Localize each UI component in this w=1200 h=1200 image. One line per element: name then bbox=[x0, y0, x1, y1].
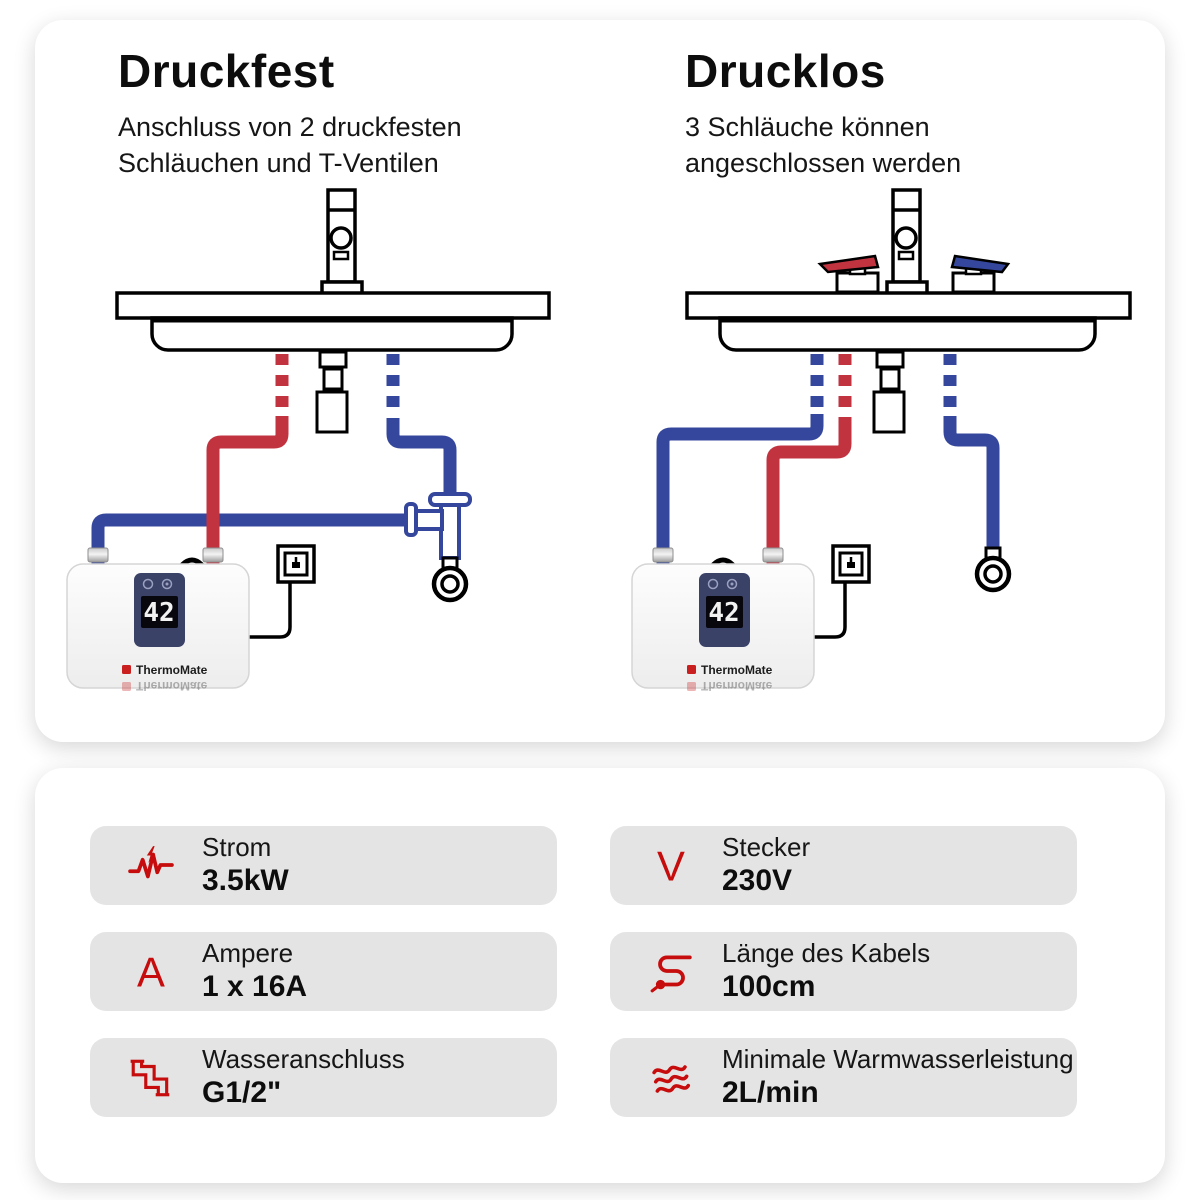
drain-fitting bbox=[320, 352, 346, 367]
temperature-display: 42 bbox=[143, 598, 175, 628]
specs-card bbox=[35, 768, 1165, 1183]
volt-icon bbox=[648, 843, 694, 889]
power-cord bbox=[249, 583, 290, 637]
drain-trap bbox=[874, 392, 904, 432]
spec-value: 1 x 16A bbox=[202, 970, 308, 1004]
sink bbox=[117, 190, 549, 432]
inlet-fitting-cold bbox=[88, 548, 108, 562]
countertop bbox=[117, 293, 549, 318]
sink bbox=[687, 190, 1130, 432]
spec-tile-ampere bbox=[90, 932, 557, 1011]
spec-label: Länge des Kabels bbox=[722, 938, 931, 969]
power-socket bbox=[833, 546, 869, 582]
power-cord bbox=[814, 583, 845, 637]
spec-tile-strom bbox=[90, 826, 557, 905]
spec-value: 230V bbox=[722, 864, 793, 898]
drucklos-diagram bbox=[620, 180, 1160, 740]
svg-text:ThermoMate: ThermoMate bbox=[136, 679, 208, 693]
hot-handle-base bbox=[837, 273, 878, 292]
cold-hose-to-outlet bbox=[950, 416, 993, 548]
spec-tile-warmwasserleistung bbox=[610, 1038, 1077, 1117]
cold-pipe-to-tvalve bbox=[393, 418, 450, 500]
spec-label: Strom bbox=[202, 832, 272, 863]
pulse-icon bbox=[128, 843, 174, 889]
spec-tile-kabel bbox=[610, 932, 1077, 1011]
inlet-fitting-hot bbox=[763, 548, 783, 562]
spec-value: 3.5kW bbox=[202, 864, 289, 898]
spec-value: 100cm bbox=[722, 970, 816, 1004]
ampere-icon bbox=[128, 949, 174, 995]
waves-icon bbox=[648, 1055, 694, 1101]
diagram-subtitle-druckfest: Anschluss von 2 druckfesten Schläuchen und T-Ventilen bbox=[118, 112, 462, 178]
brand-text: ThermoMate bbox=[701, 663, 773, 677]
diagrams-card bbox=[35, 20, 1165, 742]
hot-pipe bbox=[213, 416, 282, 568]
hose-outlet bbox=[977, 548, 1009, 590]
spec-tile-wasseranschluss bbox=[90, 1038, 557, 1117]
brand-text: ThermoMate bbox=[136, 663, 208, 677]
t-valve bbox=[406, 494, 470, 558]
inlet-fitting-hot bbox=[203, 548, 223, 562]
druckfest-diagram bbox=[60, 180, 600, 740]
diagram-subtitle-drucklos: 3 Schläuche können angeschlossen werden bbox=[685, 112, 962, 178]
water-heater bbox=[632, 548, 814, 693]
pipe-icon bbox=[128, 1055, 174, 1101]
cold-handle-base bbox=[953, 273, 994, 292]
cold-handle-lever bbox=[952, 256, 1008, 272]
svg-text:A: A bbox=[137, 948, 165, 995]
basin bbox=[152, 318, 512, 350]
cable-icon bbox=[648, 949, 694, 995]
temperature-display: 42 bbox=[708, 598, 740, 628]
power-socket bbox=[278, 546, 314, 582]
faucet-knob bbox=[896, 228, 916, 248]
specs-grid bbox=[90, 826, 1165, 1117]
svg-text:ThermoMate: ThermoMate bbox=[701, 679, 773, 693]
hot-handle-lever bbox=[820, 256, 878, 272]
spec-label: Wasseranschluss bbox=[202, 1044, 405, 1075]
basin bbox=[720, 318, 1095, 350]
water-heater bbox=[67, 548, 249, 693]
spec-label: Minimale Warmwasserleistung bbox=[722, 1044, 1074, 1075]
inlet-fitting-cold bbox=[653, 548, 673, 562]
countertop bbox=[687, 293, 1130, 318]
spec-tile-stecker bbox=[610, 826, 1077, 905]
faucet-knob bbox=[331, 228, 351, 248]
diagram-title-drucklos: Drucklos bbox=[685, 45, 886, 97]
svg-text:V: V bbox=[657, 842, 685, 889]
spec-value: G1/2" bbox=[202, 1076, 282, 1110]
cold-pipe-horizontal bbox=[98, 520, 420, 568]
hose-outlet bbox=[434, 558, 466, 600]
drain-fitting bbox=[877, 352, 903, 367]
cold-hose-to-heater bbox=[663, 414, 817, 568]
spec-label: Stecker bbox=[722, 832, 811, 863]
spec-value: 2L/min bbox=[722, 1076, 819, 1110]
drain-trap bbox=[317, 392, 347, 432]
diagram-title-druckfest: Druckfest bbox=[118, 45, 335, 97]
spec-label: Ampere bbox=[202, 938, 294, 969]
